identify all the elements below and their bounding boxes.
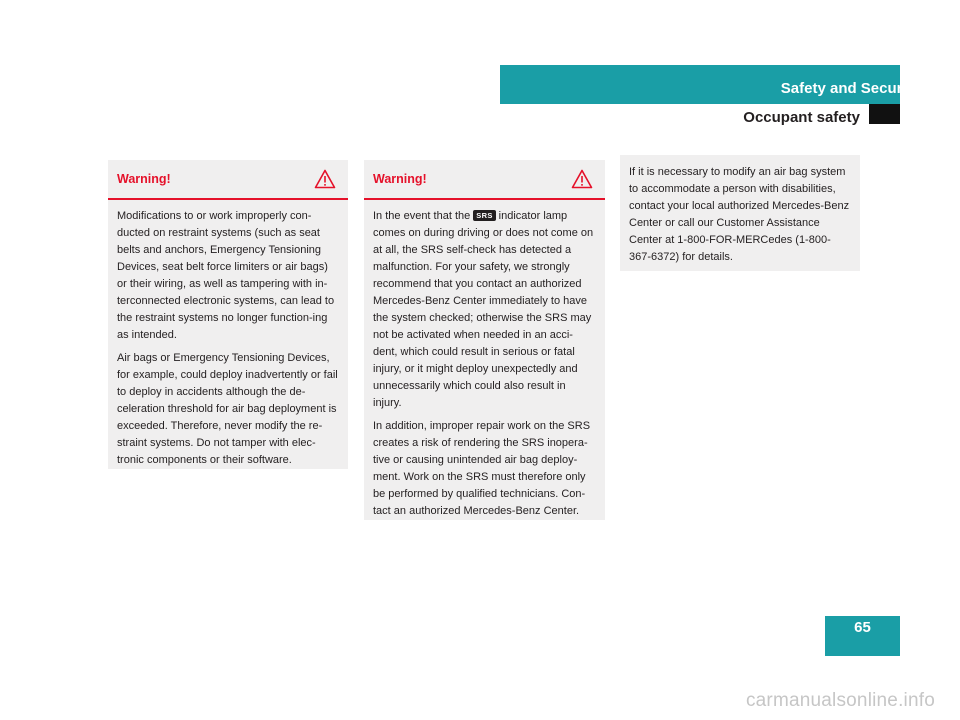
warning-box-modifications xyxy=(108,160,348,469)
note-body xyxy=(620,155,860,266)
warning-triangle-icon xyxy=(571,169,593,189)
warning-label: Warning! xyxy=(373,172,427,186)
paragraph-text: indicator lamp comes on during driving or does not come on at all, the SRS self-check has detected a malfunction. For your safety, we strongly recommend that you contact an authorized Mercedes-Benz Center immediately to have the system checked; otherwise the SRS may not be activated when needed in an acci-dent, which could result in serious or fatal injury, or it might deploy unexpectedly and unnecessarily which could also result in injury. xyxy=(373,210,594,409)
section-title: Safety and Security xyxy=(780,80,920,97)
srs-indicator-icon: SRS xyxy=(473,210,495,221)
note-paragraph: If it is necessary to modify an air bag system to accommodate a person with disabilities, contact your local authorized Mercedes-Benz Center or call our Customer Assistance Center at 1-800-FOR-MERCedes (1-800-367-6372) for details. xyxy=(629,166,850,263)
warning-header xyxy=(364,160,605,200)
paragraph-text: In the event that the xyxy=(373,210,474,222)
warning-header xyxy=(108,160,348,200)
subsection-title: Occupant safety xyxy=(743,109,860,126)
warning-triangle-icon xyxy=(314,169,336,189)
warning-label: Warning! xyxy=(117,172,171,186)
warning-box-srs xyxy=(364,160,605,520)
page-number: 65 xyxy=(825,616,900,656)
warning-paragraph: Modifications to or work improperly con-ducted on restraint systems (such as seat belts and anchors, Emergency Tensioning Devices, seat belt force limiters or air bags) or their wiring, as well as tampering with in-terconnected electronic systems, can lead to the restraint systems no longer function-ing as intended. xyxy=(117,210,335,341)
watermark: carmanualsonline.info xyxy=(745,690,935,711)
warning-paragraph xyxy=(373,208,597,412)
warning-paragraph: In addition, improper repair work on the SRS creates a risk of rendering the SRS inopera-tive or causing unintended air bag deploy-ment. Work on the SRS must therefore only be performed by qualified technicians. Con-tact an authorized Mercedes-Benz Center. xyxy=(373,420,591,517)
section-tab xyxy=(869,104,900,124)
warning-body xyxy=(364,200,605,520)
note-box-disabilities xyxy=(620,155,860,271)
warning-body xyxy=(108,200,348,469)
warning-paragraph: Air bags or Emergency Tensioning Devices, for example, could deploy inadvertently or fail to deploy in accidents although the de-celeration threshold for air bag deployment is exceeded. Therefore, never modify the re-straint systems. Do not tamper with elec-tronic components or their software. xyxy=(117,352,338,466)
